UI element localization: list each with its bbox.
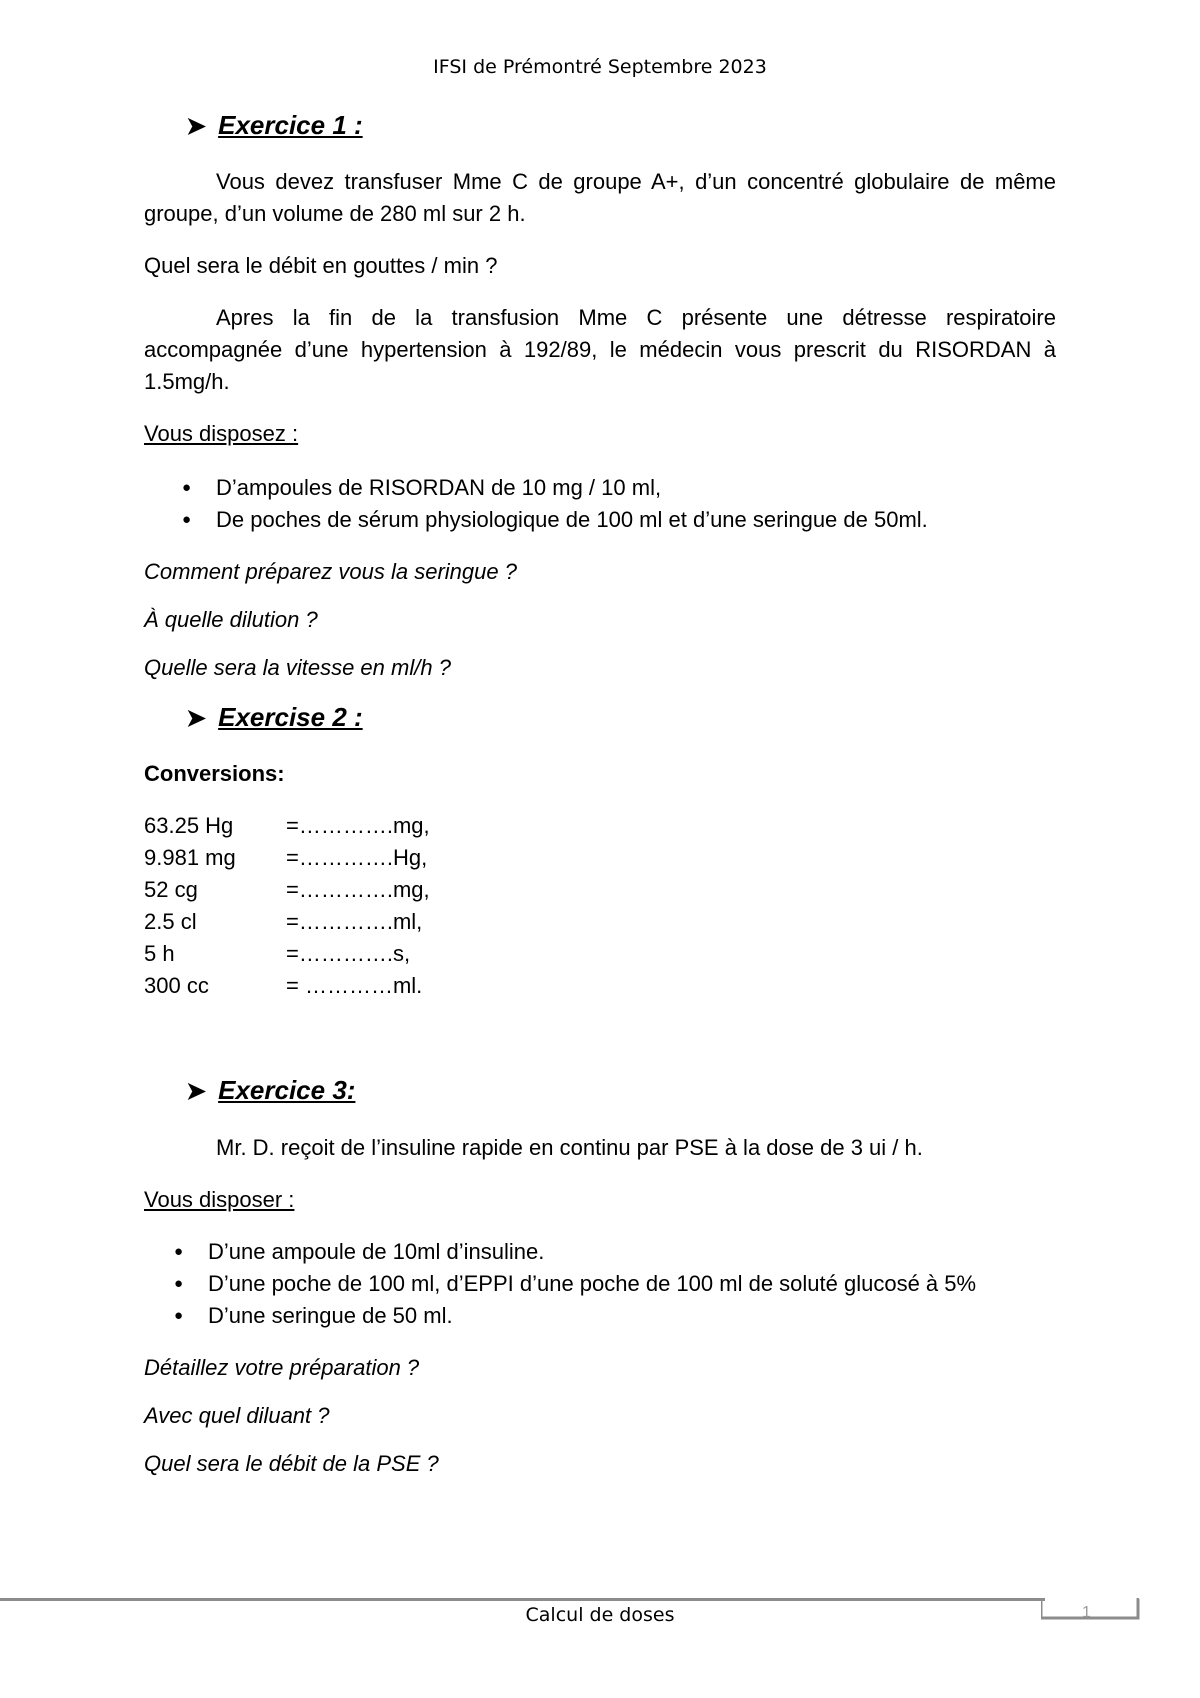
exercise-3-question-3: Quel sera le débit de la PSE ? xyxy=(144,1451,439,1476)
page-number: 1 xyxy=(1082,1604,1091,1621)
conversions-subheading: Conversions: xyxy=(144,761,285,786)
exercise-1-heading xyxy=(186,110,363,141)
conversion-row: 52 cg =………….mg, xyxy=(144,877,430,902)
exercise-1-intro: Vous devez transfuser Mme C de groupe A+, d’un concentré globulaire de même groupe, d’un volume de 280 ml sur 2 h. xyxy=(144,169,1056,226)
exercise-1-title: Exercice 1 : xyxy=(218,110,363,140)
exercise-1-question: Quel sera le débit en gouttes / min ? xyxy=(144,253,498,278)
conversion-row: 2.5 cl =………….ml, xyxy=(144,909,423,934)
exercise-2-title: Exercise 2 : xyxy=(218,702,363,732)
exercise-1-question-3: Quelle sera la vitesse en ml/h ? xyxy=(144,655,451,680)
list-item: ● D’ampoules de RISORDAN de 10 mg / 10 ml, xyxy=(216,472,1056,504)
footer-rule xyxy=(0,1598,1045,1601)
exercise-3-title: Exercice 3: xyxy=(218,1075,356,1105)
exercise-3-heading xyxy=(186,1075,355,1106)
conversion-row: 300 cc = …………ml. xyxy=(144,973,423,998)
exercise-3-question-2: Avec quel diluant ? xyxy=(144,1403,330,1428)
footer-title: Calcul de doses xyxy=(525,1604,675,1626)
exercise-1-question-2: À quelle dilution ? xyxy=(144,607,318,632)
exercise-2-heading xyxy=(186,702,363,733)
exercise-1-question-1: Comment préparez vous la seringue ? xyxy=(144,559,517,584)
conversion-row: 63.25 Hg =………….mg, xyxy=(144,813,430,838)
arrow-bullet-icon: ➤ xyxy=(186,113,207,140)
list-item: ● D’une poche de 100 ml, d’EPPI d’une poche de 100 ml de soluté glucosé à 5% xyxy=(208,1268,1058,1300)
page-header: IFSI de Prémontré Septembre 2023 xyxy=(433,56,767,78)
exercise-3-intro: Mr. D. reçoit de l’insuline rapide en continu par PSE à la dose de 3 ui / h. xyxy=(216,1135,923,1160)
list-item: ● D’une seringue de 50 ml. xyxy=(208,1300,1058,1332)
list-item: ● D’une ampoule de 10ml d’insuline. xyxy=(208,1236,1058,1268)
list-item: ● De poches de sérum physiologique de 100 ml et d’une seringue de 50ml. xyxy=(216,504,1056,536)
exercise-1-scenario: Apres la fin de la transfusion Mme C présente une détresse respiratoire accompagnée d’une hypertension à 192/89, le médecin vous prescrit du RISORDAN à 1.5mg/h. xyxy=(144,305,1056,394)
conversion-row: 5 h =………….s, xyxy=(144,941,411,966)
exercise-1-disposez-label: Vous disposez : xyxy=(144,421,299,446)
exercise-3-question-1: Détaillez votre préparation ? xyxy=(144,1355,420,1380)
conversion-row: 9.981 mg =………….Hg, xyxy=(144,845,428,870)
arrow-bullet-icon: ➤ xyxy=(186,705,207,732)
exercise-3-disposer-label: Vous disposer : xyxy=(144,1187,295,1212)
exercise-3-supply-list xyxy=(208,1236,1058,1332)
exercise-1-supply-list xyxy=(216,472,1056,536)
arrow-bullet-icon: ➤ xyxy=(186,1078,207,1105)
